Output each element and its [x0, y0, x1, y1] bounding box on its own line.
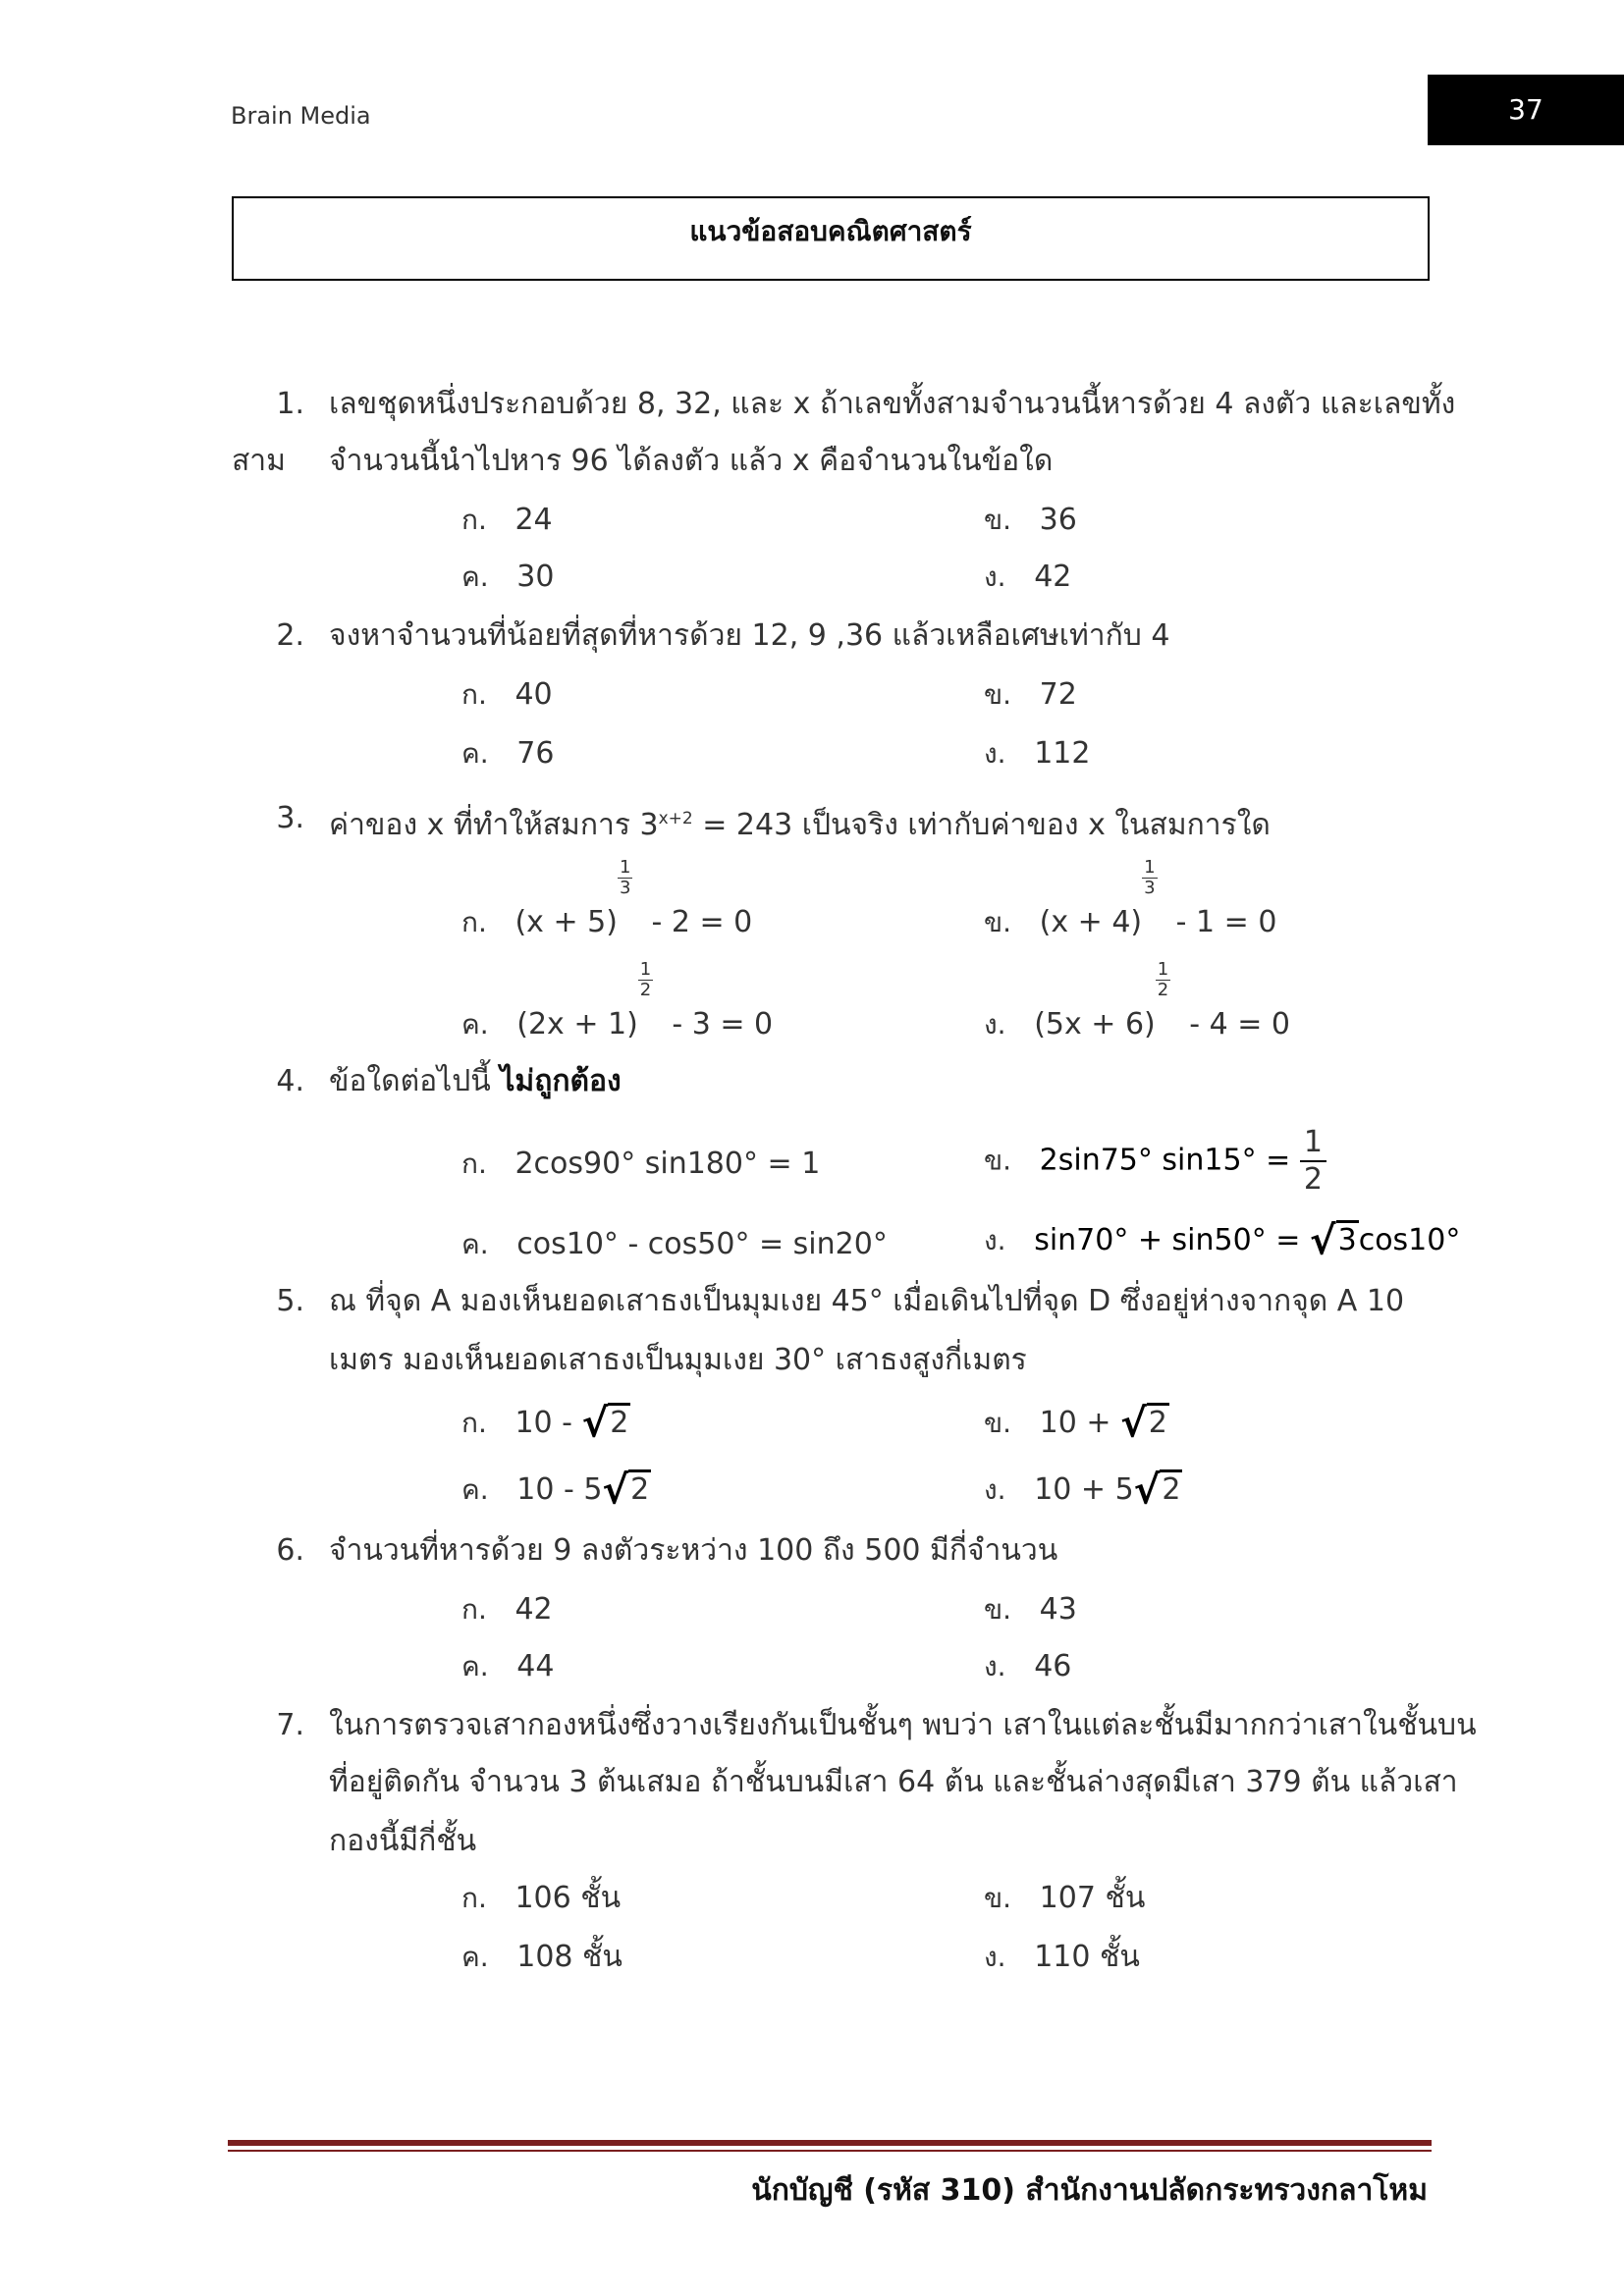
option: ข. 72: [984, 677, 1077, 712]
page-title: แนวข้อสอบคณิตศาสตร์: [689, 215, 972, 247]
title-box: [232, 196, 1430, 281]
question-text: ข้อใดต่อไปนี้ ไม่ถูกต้อง: [329, 1064, 622, 1098]
option: ก. 40: [461, 677, 553, 712]
option: ค. 76: [461, 736, 555, 771]
sqrt-symbol: √3: [1309, 1218, 1357, 1264]
option: ง. 46: [984, 1649, 1072, 1683]
question-text: กองนี้มีกี่ชั้น: [329, 1824, 477, 1858]
option: ก. 42: [461, 1592, 553, 1627]
question-number: 3.: [276, 801, 304, 835]
option: ค. 108 ชั้น: [461, 1940, 623, 1974]
question-text: จำนวนนี้นำไปหาร 96 ได้ลงตัว แล้ว x คือจำนวนในข้อใด: [329, 444, 1054, 478]
option: ค. 44: [461, 1649, 555, 1683]
header-brand: Brain Media: [231, 102, 371, 130]
question-text: จงหาจำนวนที่น้อยที่สุดที่หารด้วย 12, 9 ,36 แล้วเหลือเศษเท่ากับ 4: [329, 618, 1170, 653]
option: ง. (5x + 6) $\frac{1}{2}$ - 4 = 0: [984, 959, 1291, 1041]
option: ก. 24: [461, 503, 553, 537]
footer-text: นักบัญชี (รหัส 310) สำนักงานปลัดกระทรวงกลาโหม: [751, 2173, 1428, 2208]
question-text: เมตร มองเห็นยอดเสาธงเป็นมุมเงย 30° เสาธงสูงกี่เมตร: [329, 1343, 1027, 1377]
option: ก. (x + 5) $\frac{1}{3}$ - 2 = 0: [461, 857, 753, 939]
option: ก. 106 ชั้น: [461, 1881, 622, 1915]
question-number: 4.: [276, 1064, 304, 1098]
footer-divider: [228, 2150, 1432, 2152]
question-text: ที่อยู่ติดกัน จำนวน 3 ต้นเสมอ ถ้าชั้นบนมีเสา 64 ต้น และชั้นล่างสุดมีเสา 379 ต้น แล้วเสา: [329, 1765, 1458, 1799]
option: ง. 10 + 5√2: [984, 1468, 1181, 1514]
question-text: ในการตรวจเสากองหนึ่งซึ่งวางเรียงกันเป็นชั้นๆ พบว่า เสาในแต่ละชั้นมีมากกว่าเสาในชั้นบน: [329, 1708, 1477, 1742]
option: ง. 110 ชั้น: [984, 1940, 1140, 1974]
sqrt-symbol: √2: [1133, 1468, 1181, 1514]
question-text: สาม: [232, 444, 286, 478]
footer-divider: [228, 2140, 1432, 2146]
option: ข. 43: [984, 1592, 1077, 1627]
option: ก. 10 - √2: [461, 1401, 629, 1447]
question-text: ค่าของ x ที่ทำให้สมการ $3^{x+2} = 243$ เป็นจริง เท่ากับค่าของ x ในสมการใด: [329, 808, 1271, 842]
sqrt-symbol: √2: [602, 1468, 650, 1514]
option: ค. cos10° - cos50° = sin20°: [461, 1227, 888, 1261]
question-text: จำนวนที่หารด้วย 9 ลงตัวระหว่าง 100 ถึง 500 มีกี่จำนวน: [329, 1533, 1058, 1568]
option: ข. 36: [984, 503, 1077, 537]
question-number: 7.: [276, 1708, 304, 1742]
option: ค. 30: [461, 560, 555, 594]
question-number: 6.: [276, 1533, 304, 1568]
option: ค. 10 - 5√2: [461, 1468, 650, 1514]
option: ข. (x + 4) $\frac{1}{3}$ - 1 = 0: [984, 857, 1277, 939]
page-number: 37: [1428, 75, 1624, 145]
option: ก. 2cos90° sin180° = 1: [461, 1147, 821, 1181]
question-number: 2.: [276, 618, 304, 653]
question-text: ณ ที่จุด A มองเห็นยอดเสาธงเป็นมุมเงย 45° เมื่อเดินไปที่จุด D ซึ่งอยู่ห่างจากจุด A 10: [329, 1284, 1405, 1318]
option: ง. 112: [984, 736, 1091, 771]
option: ข. 107 ชั้น: [984, 1881, 1146, 1915]
question-number: 5.: [276, 1284, 304, 1318]
sqrt-symbol: √2: [581, 1401, 629, 1447]
question-text: เลขชุดหนึ่งประกอบด้วย 8, 32, และ x ถ้าเลขทั้งสามจำนวนนี้หารด้วย 4 ลงตัว และเลขทั้ง: [329, 387, 1456, 421]
sqrt-symbol: √2: [1120, 1401, 1167, 1447]
option: ง. 42: [984, 560, 1072, 594]
option: ข. 10 + √2: [984, 1401, 1167, 1447]
question-number: 1.: [276, 387, 304, 421]
option: ข. 2sin75° sin15° = $\frac{1}{2}$: [984, 1125, 1326, 1198]
option: ง. sin70° + sin50° = √3cos10°: [984, 1218, 1461, 1264]
option: ค. (2x + 1) $\frac{1}{2}$ - 3 = 0: [461, 959, 774, 1041]
